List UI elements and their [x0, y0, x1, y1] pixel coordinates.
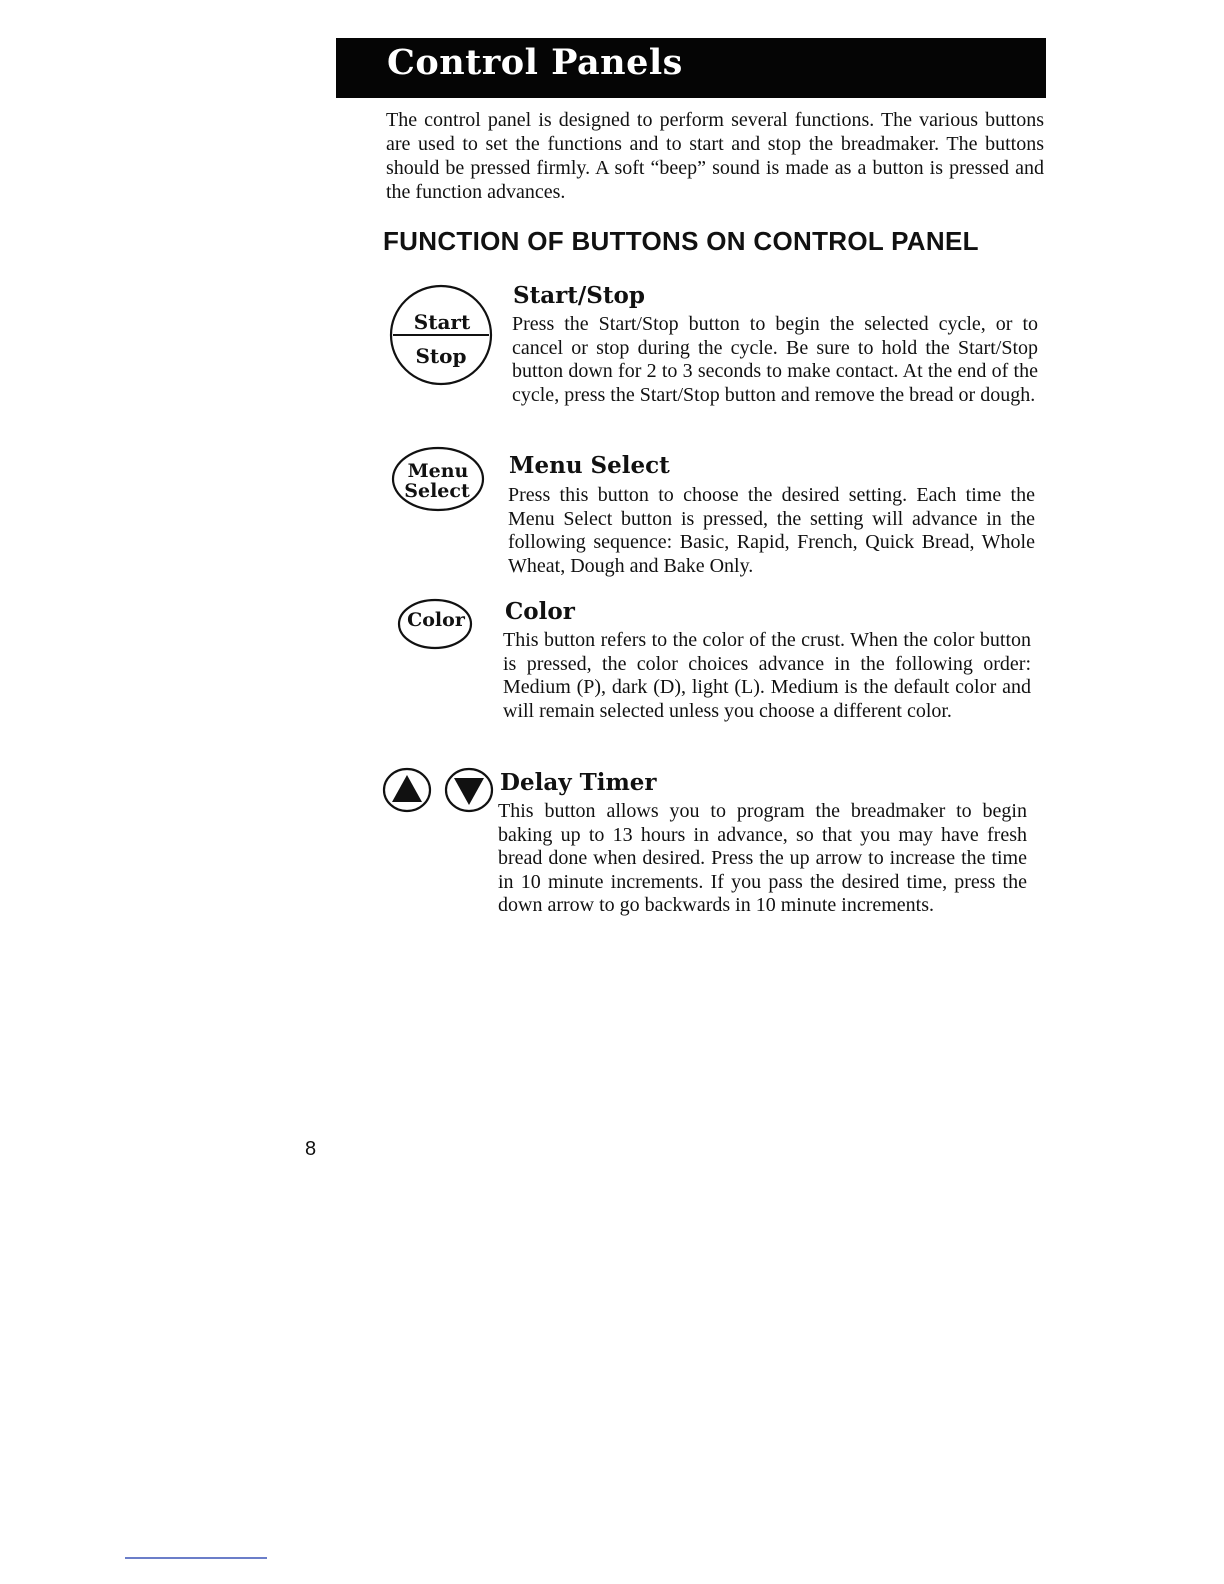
down-arrow-icon — [443, 766, 495, 814]
start-stop-description: Press the Start/Stop button to begin the selected cycle, or to cancel or stop during the cycle. Be sure to hold the Start/Stop button down for 2 to 3 seconds to make contact. At the end of the cycle, press the Start/Stop button and remove the bread or dough. — [512, 313, 1038, 406]
color-button-icon — [396, 598, 474, 652]
page-title: Control Panels — [387, 42, 683, 83]
menu-select-title: Menu Select — [509, 452, 670, 479]
color-label: Color — [407, 609, 465, 631]
start-stop-title: Start/Stop — [513, 282, 645, 309]
start-stop-button-icon — [388, 282, 494, 386]
page-number: 8 — [305, 1138, 317, 1160]
footer-rule — [125, 1557, 267, 1559]
color-description: This button refers to the color of the crust. When the color button is pressed, the color choices advance in the following order: Medium (P), dark (D), light (L). Medium is the default color and will remain selected unless you choose a different color. — [503, 629, 1031, 722]
color-title: Color — [505, 598, 575, 625]
section-heading: FUNCTION OF BUTTONS ON CONTROL PANEL — [383, 226, 979, 256]
select-label: Select — [404, 480, 470, 502]
header-banner — [336, 38, 1046, 98]
menu-label: Menu — [407, 460, 469, 482]
menu-select-description: Press this button to choose the desired setting. Each time the Menu Select button is pressed, the setting will advance in the following sequence: Basic, Rapid, French, Quick Bread, Whole Wheat, Dough and Bake Only. — [508, 484, 1035, 577]
delay-timer-description: This button allows you to program the breadmaker to begin baking up to 13 hours in advance, so that you may have fresh bread done when desired. Press the up arrow to increase the time in 10 minute increments. If you pass the desired time, press the down arrow to go backwards in 10 minute increments. — [498, 800, 1027, 916]
delay-timer-title: Delay Timer — [500, 769, 657, 796]
stop-label: Stop — [415, 344, 467, 368]
menu-select-button-icon — [390, 446, 486, 512]
start-label: Start — [413, 310, 471, 334]
up-arrow-icon — [381, 766, 433, 814]
intro-paragraph: The control panel is designed to perform several functions. The various buttons are used to set the functions and to start and stop the breadmaker. The buttons should be pressed firmly. A soft “beep” sound is made as a button is pressed and the function advances. — [386, 109, 1044, 203]
